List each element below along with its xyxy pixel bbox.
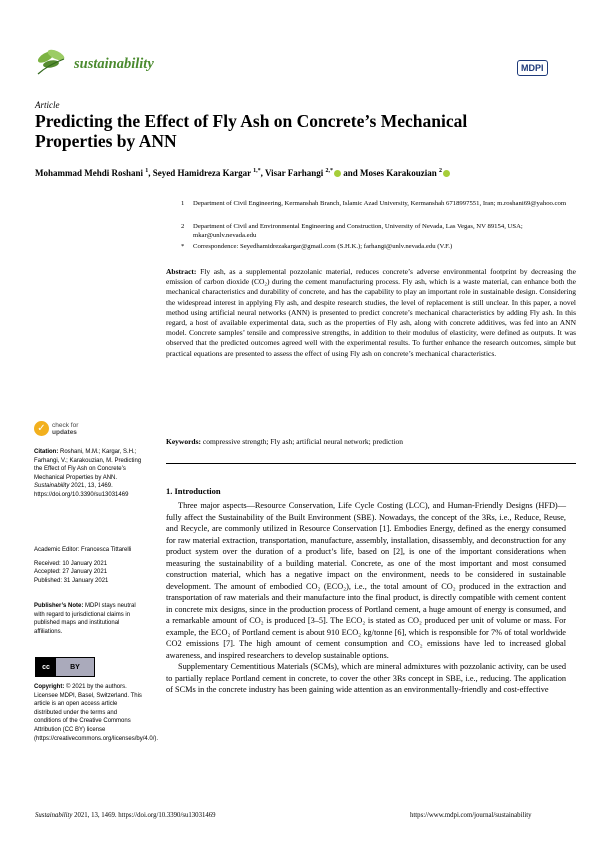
abstract: Abstract: Fly ash, as a supplemental pozzolanic material, reduces concrete’s adverse environmental footprint by decreasing the emission of carbon dioxide (CO₂) during the cement manufacturing process. Fly ash, which is a waste material, can enhance both the mechanical characteristics and durability of concrete, and has the capability to play an important role in sustainable design. Considering the widespread interest in applying Fly ash, and despite research studies, the level of replacement is still unclear. In this paper, a novel method using artificial neural networks (ANN) is presented to predict concrete’s mechanical characteristics by adding Fly ash. In this regard, a host of available experimental data, such as the properties of Fly ash, along with concrete additives, was fed into an ANN model. Concrete samples’ tensile and compressive strengths, in addition to their modulus of elasticity, were defined as outputs. It was observed that the predicted outcomes agreed well with the experimental results. To further enhance the research outcomes, simple but practical equations are presented to assess the effect of using Fly ash on concrete’s mechanical characteristics. bbox=[166, 267, 576, 358]
mdpi-logo: MDPI bbox=[517, 60, 548, 76]
cc-by-license-icon[interactable]: cc BY bbox=[35, 657, 95, 677]
orcid-icon[interactable] bbox=[443, 170, 450, 177]
article-type: Article bbox=[35, 100, 60, 110]
section-heading: 1. Introduction bbox=[166, 486, 221, 496]
footer-url[interactable]: https://www.mdpi.com/journal/sustainability bbox=[410, 812, 532, 819]
paper-title: Predicting the Effect of Fly Ash on Concrete’s Mechanical Properties by ANN bbox=[35, 111, 468, 151]
keywords: Keywords: compressive strength; Fly ash; artificial neural network; prediction bbox=[166, 437, 404, 446]
citation-block: Citation: Roshani, M.M.; Kargar, S.H.; Farhangi, V.; Karakouzian, M. Predicting the Effect of Fly Ash on Concrete’s Mechanical Properties by ANN. Sustainability 2021, 13, 1469. https://doi.org/10.3390/su13031469 bbox=[34, 449, 142, 498]
copyright-block: Copyright: © 2021 by the authors. Licensee MDPI, Basel, Switzerland. This article is an open access article distributed under the terms and conditions of the Creative Commons Attribution (CC BY) license (https://creativecommons.org/licenses/by/4.0/). bbox=[34, 684, 159, 742]
journal-name: sustainability bbox=[74, 56, 154, 72]
journal-logo-icon bbox=[34, 47, 68, 82]
dates-block: Academic Editor: Francesca Tittarelli Received: 10 January 2021 Accepted: 27 January 2021 Published: 31 January 2021 bbox=[34, 547, 132, 584]
author-list: Mohammad Mehdi Roshani $^1$, Seyed Hamidreza Kargar $^{1,*}$, Visar Farhangi $^{2,*}$ and Moses Karakouzian $^2$ bbox=[35, 168, 575, 178]
correspondence: * Correspondence: Seyedhamidrezakargar@gmail.com (S.H.K.); farhangi@unlv.nevada.edu (V.F.) bbox=[181, 243, 453, 250]
footer-citation: Sustainability 2021, 13, 1469. https://doi.org/10.3390/su13031469 bbox=[35, 812, 216, 819]
check-icon: ✓ bbox=[34, 421, 49, 436]
body-text: Three major aspects—Resource Conservation, Life Cycle Costing (LCC), and Human-Friendly Designs (HFD)—fully affect the Sustainability of the Built Environment (SBE). Nowadays, the concept of the 3Rs, i.e., Reduce, Reuse, and Recycle, are commonly utilized in Resource Conservation [1]. Embodies Energy, defined as the energy consumed for raw material extraction, transportation, manufacture, assembly, installation, disassembly, and deconstruction for any product system over the duration of a product’s life, based on [2], is one of the important considerations when measuring the sustainability of a building material. Concrete, as one of the most important and most consumed construction material, which has a negative impact on the environment, needs to be considered in sustainable development. The amount of embodied CO₂ (ECO₂), i.e., the total amount of CO₂ produced in the extraction and transportation of raw materials and their manufacture into the final product, is directly compatible with cement content in concrete mix designs, since in the production process of Portland cement, a huge amount of energy is consumed, and a remarkable amount of CO₂ is produced [3–5]. The ECO₂ is stated as CO₂ produced per unit of volume or mass. For example, the ECO₂ of Portland cement is about 910 ECO₂ kg/tonne [6], which is responsible for 7% of total worldwide CO2 emissions [7]. The high amount of cement consumption and CO₂ emissions have led to increased global awareness, and inspired researchers to develop sustainable options. Supplementary Cementitious Materials (SCMs), which are mineral admixtures with pozzolanic activity, can be used to partially replace Portland cement in concrete, to cover the other 3Rs concept in SBE, i.e., reducing. The application of SCMs in the concrete industry has been gaining wide attention as an environmentally-friendly and cost-effective bbox=[166, 501, 566, 694]
check-for-updates[interactable]: ✓ check for updates bbox=[34, 421, 78, 436]
affiliation-2: 2 Department of Civil and Environmental Engineering and Construction, University of Nevada, Las Vegas, NV 89154, USA; mkar@unlv.nevada.edu bbox=[181, 223, 523, 240]
publisher-note: Publisher’s Note: MDPI stays neutral with regard to jurisdictional claims in published maps and institutional affiliations. bbox=[34, 603, 136, 635]
affiliation-1: 1 Department of Civil Engineering, Kermanshah Branch, Islamic Azad University, Kermanshah 6718997551, Iran; m.roshani69@yahoo.com bbox=[181, 200, 567, 207]
orcid-icon[interactable] bbox=[334, 170, 341, 177]
